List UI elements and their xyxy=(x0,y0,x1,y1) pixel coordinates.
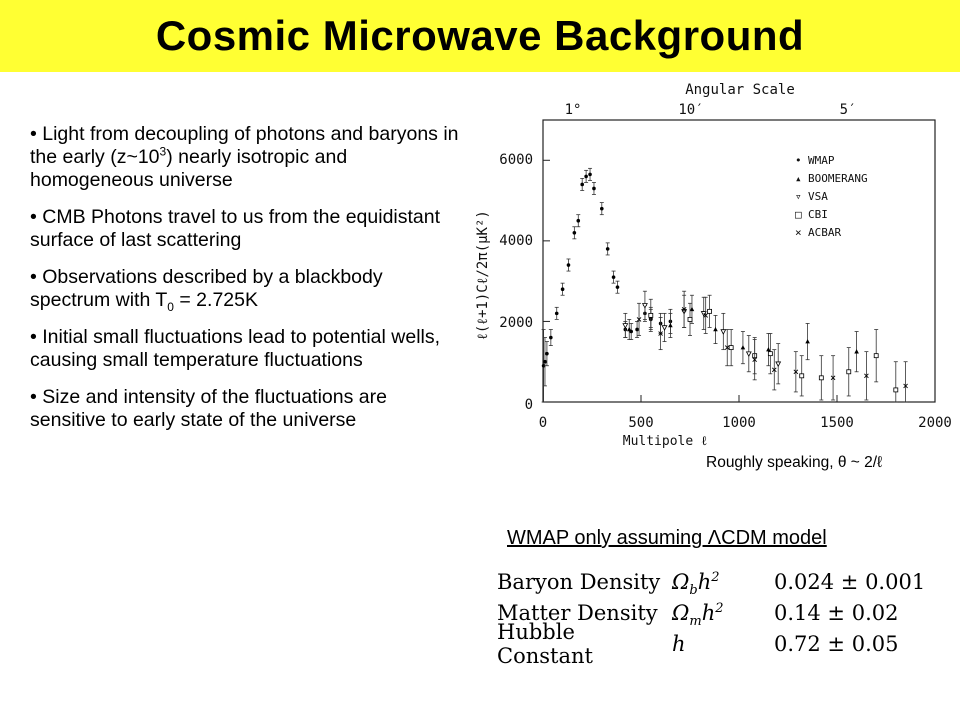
marker-wmap xyxy=(561,287,565,291)
marker-wmap xyxy=(576,219,580,223)
marker-wmap xyxy=(555,312,559,316)
data-point-wmap xyxy=(635,321,639,337)
symbol-rest: h xyxy=(701,600,716,625)
plot-legend xyxy=(795,154,868,239)
symbol-rest: h xyxy=(697,569,712,594)
data-point-wmap xyxy=(584,170,588,182)
data-point-cbi xyxy=(649,299,653,331)
data-point-acbar xyxy=(725,329,729,365)
legend-marker: × xyxy=(795,226,802,239)
legend-entry: BOOMERANG xyxy=(808,172,868,185)
marker-wmap xyxy=(606,247,610,251)
marker-cbi xyxy=(800,374,804,378)
y-axis-label: ℓ(ℓ+1)Cℓ/2π(μK²) xyxy=(475,210,491,340)
marker-cbi xyxy=(708,309,712,313)
y-tick-label: 2000 xyxy=(499,315,533,331)
data-point-vsa xyxy=(643,291,648,319)
top-tick-label: 10′ xyxy=(678,102,704,118)
data-point-vsa xyxy=(662,313,667,341)
x-tick-label: 1500 xyxy=(820,415,854,431)
parameter-name: Matter Density xyxy=(497,600,658,625)
data-point-wmap xyxy=(572,227,576,239)
marker-cbi xyxy=(649,313,653,317)
marker-boomerang xyxy=(741,345,746,349)
data-point-boomerang xyxy=(854,332,859,372)
data-point-cbi xyxy=(894,362,898,402)
data-point-cbi xyxy=(800,356,804,396)
data-point-cbi xyxy=(729,329,733,365)
data-point-boomerang xyxy=(668,313,673,337)
parameter-symbol xyxy=(672,569,774,598)
top-axis-title: Angular Scale xyxy=(685,82,795,98)
marker-cbi xyxy=(819,376,823,380)
parameter-symbol xyxy=(672,600,774,629)
x-tick-label: 500 xyxy=(628,415,654,431)
data-point-wmap xyxy=(629,323,633,339)
x-tick-label: 2000 xyxy=(918,415,952,431)
data-point-vsa xyxy=(747,336,752,372)
legend-entry: CBI xyxy=(808,208,828,221)
marker-wmap xyxy=(545,352,549,356)
bullet-item xyxy=(30,123,460,192)
parameter-row xyxy=(497,566,934,597)
data-point-wmap xyxy=(588,168,592,180)
x-axis-label: Multipole ℓ xyxy=(622,434,708,449)
bullet-text: ) nearly isotropic and homogeneous universe xyxy=(30,146,348,191)
data-point-cbi xyxy=(819,356,823,400)
parameter-value: 0.72 ± 0.05 xyxy=(774,631,899,656)
page-title: Cosmic Microwave Background xyxy=(155,12,805,59)
y-tick-label: 0 xyxy=(524,397,533,413)
marker-vsa xyxy=(623,324,628,328)
parameter-row xyxy=(497,619,934,668)
data-point-cbi xyxy=(874,329,878,381)
parameter-name: Baryon Density xyxy=(497,569,661,594)
data-point-wmap xyxy=(549,329,553,345)
symbol-sub: m xyxy=(689,613,702,629)
x-tick-label: 0 xyxy=(538,415,548,431)
bullet-item: • Initial small fluctuations lead to potential wells, causing small temperature fluctuations xyxy=(30,326,441,371)
data-point-wmap xyxy=(600,203,604,215)
bullet-item xyxy=(30,266,460,312)
x-tick-label: 1000 xyxy=(722,415,756,431)
data-point-wmap xyxy=(555,307,559,319)
legend-marker: □ xyxy=(795,208,802,221)
marker-boomerang xyxy=(713,327,718,331)
marker-cbi xyxy=(729,346,733,350)
symbol-base: h xyxy=(672,631,686,656)
marker-wmap xyxy=(580,183,584,187)
data-point-boomerang xyxy=(713,315,718,343)
data-point-acbar xyxy=(831,356,835,400)
marker-cbi xyxy=(874,354,878,358)
marker-wmap xyxy=(600,207,604,211)
bullet-item: • Size and intensity of the fluctuations are sensitive to early state of the universe xyxy=(30,386,387,431)
legend-marker: ▴ xyxy=(795,172,802,185)
data-point-boomerang xyxy=(805,323,810,359)
title-bar xyxy=(0,0,960,72)
marker-cbi xyxy=(768,352,772,356)
parameter-name: Hubble Constant xyxy=(497,619,593,668)
data-point-wmap xyxy=(615,281,619,293)
y-tick-label: 4000 xyxy=(499,233,533,249)
cmb-power-spectrum-svg xyxy=(465,75,955,480)
marker-wmap xyxy=(588,173,592,177)
data-marks xyxy=(542,168,908,402)
bullet-subscript: 0 xyxy=(167,299,174,314)
marker-cbi xyxy=(894,388,898,392)
marker-cbi xyxy=(847,370,851,374)
cmb-power-spectrum-plot xyxy=(465,75,955,480)
symbol-sup: 2 xyxy=(711,569,720,585)
wmap-heading: WMAP only assuming ΛCDM model xyxy=(507,527,827,549)
marker-vsa xyxy=(747,352,752,356)
symbol-base: Ω xyxy=(672,569,690,594)
data-point-wmap xyxy=(592,182,596,194)
marker-wmap xyxy=(616,285,620,289)
data-point-wmap xyxy=(561,283,565,295)
data-point-cbi xyxy=(708,295,712,327)
marker-wmap xyxy=(592,187,596,191)
marker-wmap xyxy=(635,328,639,332)
data-point-vsa xyxy=(623,313,628,337)
data-point-acbar xyxy=(772,350,776,390)
legend-entry: ACBAR xyxy=(808,226,842,239)
legend-marker: • xyxy=(795,154,802,167)
marker-boomerang xyxy=(668,323,673,327)
parameter-symbol xyxy=(672,632,774,656)
marker-wmap xyxy=(573,231,577,235)
data-point-vsa xyxy=(721,313,726,349)
legend-marker: ▿ xyxy=(795,190,802,203)
marker-boomerang xyxy=(805,339,810,343)
data-point-cbi xyxy=(768,334,772,374)
data-point-boomerang xyxy=(741,332,746,364)
top-tick-label: 1° xyxy=(564,102,582,118)
data-point-wmap xyxy=(580,178,584,190)
marker-wmap xyxy=(584,175,588,179)
parameter-value: 0.024 ± 0.001 xyxy=(774,569,926,594)
data-point-acbar xyxy=(864,352,868,400)
legend-entry: VSA xyxy=(808,190,828,203)
marker-cbi xyxy=(688,317,692,321)
bullet-text: • Observations described by a blackbody spectrum with T xyxy=(30,266,383,311)
bullet-item: • CMB Photons travel to us from the equidistant surface of last scattering xyxy=(30,206,441,251)
parameter-value: 0.14 ± 0.02 xyxy=(774,600,899,625)
symbol-base: Ω xyxy=(672,600,690,625)
angular-scale-note: Roughly speaking, θ ~ 2/ℓ xyxy=(706,454,883,471)
bullet-superscript: 3 xyxy=(159,144,167,159)
symbol-sub: b xyxy=(689,582,698,598)
data-point-wmap xyxy=(566,259,570,271)
marker-wmap xyxy=(549,336,553,340)
data-point-wmap xyxy=(576,215,580,227)
data-point-acbar xyxy=(794,352,798,392)
marker-vsa xyxy=(662,326,667,330)
data-point-cbi xyxy=(847,348,851,396)
symbol-sup: 2 xyxy=(715,600,724,616)
marker-vsa xyxy=(776,362,781,366)
bullet-list xyxy=(30,123,460,446)
marker-wmap xyxy=(567,263,571,267)
marker-wmap xyxy=(612,275,616,279)
top-tick-label: 5′ xyxy=(839,102,857,118)
data-point-wmap xyxy=(612,271,616,283)
legend-entry: WMAP xyxy=(808,154,835,167)
data-point-acbar xyxy=(904,362,908,402)
data-point-wmap xyxy=(606,243,610,255)
bullet-text: = 2.725K xyxy=(173,289,258,311)
y-tick-label: 6000 xyxy=(499,152,533,168)
data-point-vsa xyxy=(776,344,781,384)
marker-boomerang xyxy=(854,349,859,353)
marker-vsa xyxy=(721,330,726,334)
marker-wmap xyxy=(543,360,547,364)
bullet-text: • Light from decoupling of photons and baryons in the early (z~10 xyxy=(30,123,459,168)
parameter-table xyxy=(497,566,934,668)
